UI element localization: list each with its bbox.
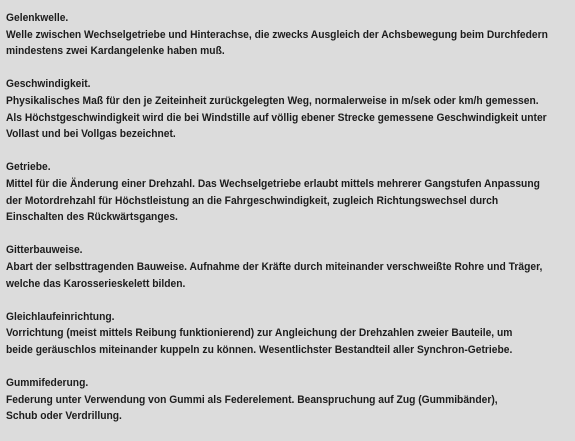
glossary-entry-gitterbauweise (6, 242, 555, 292)
entry-term: Geschwindigkeit. (6, 78, 91, 91)
entry-definition-line: Welle zwischen Wechselgetriebe und Hinterachse, die zwecks Ausgleich der Achsbewegung beim Durchfedern (6, 28, 548, 41)
entry-definition-line: welche das Karosserieskelett bilden. (6, 277, 186, 290)
entry-term: Gleichlaufeinrichtung. (6, 310, 115, 323)
glossary-entry-getriebe (6, 159, 555, 225)
entry-definition-line: Einschalten des Rückwärtsganges. (6, 211, 178, 224)
glossary-entry-gummifederung (6, 375, 555, 425)
entry-definition-line: beide geräuschlos miteinander kuppeln zu können. Wesentlichster Bestandteil aller Synchron-Getriebe. (6, 343, 513, 356)
entry-definition-line: Vorrichtung (meist mittels Reibung funktionierend) zur Angleichung der Drehzahlen zweier Bauteile, um (6, 327, 513, 340)
entry-definition-line: Abart der selbsttragenden Bauweise. Aufnahme der Kräfte durch miteinander verschweißte Rohre und Träger, (6, 260, 543, 273)
entry-definition-line: Schub oder Verdrillung. (6, 410, 122, 423)
glossary-entry-gelenkwelle (6, 10, 555, 60)
entry-definition-line: mindestens zwei Kardangelenke haben muß. (6, 45, 225, 58)
entry-definition-line: der Motordrehzahl für Höchstleistung an die Fahrgeschwindigkeit, zugleich Richtungswechsel durch (6, 194, 499, 207)
entry-definition-line: Physikalisches Maß für den je Zeiteinheit zurückgelegten Weg, normalerweise in m/sek oder km/h gemessen. (6, 94, 539, 107)
glossary-entry-geschwindigkeit (6, 76, 555, 142)
entry-definition-line: Vollast und bei Vollgas bezeichnet. (6, 128, 176, 141)
entry-term: Getriebe. (6, 161, 51, 174)
glossary-entry-gleichlaufeinrichtung (6, 309, 555, 359)
entry-definition-line: Mittel für die Änderung einer Drehzahl. Das Wechselgetriebe erlaubt mittels mehrerer Gangstufen Anpassung (6, 177, 540, 190)
entry-term: Gummifederung. (6, 377, 89, 390)
entry-definition-line: Als Höchstgeschwindigkeit wird die bei Windstille auf völlig ebener Strecke gemessene Geschwindigkeit unter (6, 111, 547, 124)
glossary-page (6, 10, 555, 441)
entry-definition-line: Federung unter Verwendung von Gummi als Federelement. Beanspruchung auf Zug (Gummibänder), (6, 393, 498, 406)
entry-term: Gelenkwelle. (6, 12, 69, 24)
entry-term: Gitterbauweise. (6, 244, 83, 257)
